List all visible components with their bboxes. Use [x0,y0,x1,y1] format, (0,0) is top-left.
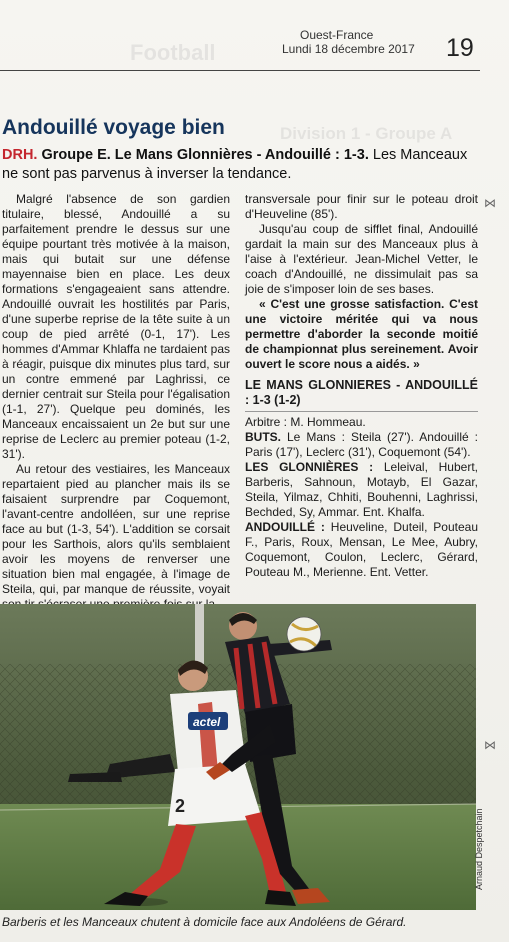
home-lineup-label: LES GLONNIÈRES : [245,460,374,474]
article-lead [2,146,482,184]
page-number: 19 [446,34,474,62]
lead-match: Groupe E. Le Mans Glonnières - Andouillé : 1-3. [41,147,369,163]
summary-divider [245,411,478,412]
body-paragraph-2: Au retour des vestiaires, les Manceaux repartaient pied au plancher mais ils se faisaient surprendre par Coquemont, l'avant-centre andolléen, sur une reprise face au but (1-3, 54'). L'addition se corsait pour les Sarthois, alors qu'ils semblaient avoir les moyens de renverser une situation bien mal engagée, à l'image de Steila, qui, par manque de réussite, voyait [2,462,230,596]
bleed-through-text: Football [130,40,216,65]
away-lineup-label: ANDOUILLÉ : [245,520,325,534]
jersey-sponsor: actel [193,715,221,729]
body-paragraph-4: Jusqu'au coup de sifflet final, Andouillé gardait la main sur des Manceaux plus à l'aise à l'extérieur. Jean-Michel Vetter, le coach d'Andouillé, ne dissimulait pas sa joie de s'imposer loin de ses bases. [245,222,478,296]
photo-credit: Arnaud Despetchain [474,808,484,890]
away-lineup-text: Heuveline, Duteil, Pouteau F., Paris, Roux, Mensan, Le Mee, Aubry, Coquemont, Coulon, Leclerc, Gérard, Pouteau M., Merienne. Ent. Vetter. [245,520,479,579]
issue-date: Lundi 18 décembre 2017 [282,42,415,56]
jersey-number: 2 [175,796,186,816]
fold-mark-bottom: ⋈ [484,738,496,752]
lead-summary: Les Manceaux ne sont pas parvenus à inverser la tendance. [2,147,468,182]
coach-quote: « C'est une grosse satisfaction. C'est une victoire méritée qui va nous permettre d'aborder la seconde moitié de championnat plus sereinement. Avoir ouvert le score nous a aidés. » [245,297,478,371]
header-rule [0,70,480,71]
article-column-right [245,192,478,580]
away-lineup [245,520,478,580]
lead-tag: DRH. [2,147,38,163]
bleed-through-text-right: Division 1 - Groupe A [280,124,453,143]
newspaper-name: Ouest-France [300,28,374,42]
home-lineup [245,460,478,520]
body-paragraph-3: transversale pour finir sur le poteau droit d'Heuveline (85'). [245,192,478,221]
home-lineup-text: Leleival, Hubert, Barberis, Sahnoun, Motayb, El Gazar, Steila, Yilmaz, Chhiti, Bouhenni, Laghrissi, Bechded, Sy, Ammar. Ent. Khalfa. [245,460,478,519]
match-photo [0,604,476,910]
photo-caption: Barberis et les Manceaux chutent à domicile face aux Andoléens de Gérard. [2,915,407,929]
body-paragraph-1: Malgré l'absence de son gardien titulaire, blessé, Andouillé a su parfaitement prendre le dessus sur une équipe pourtant très motivée à la maison, mais qui butait sur une défense mayennaise bien en place. Les deux formations s'engageaient sans attendre. Andouillé ouvrait les hostilités par Paris, d'une superbe reprise de la tête suite à un coup de pied arrêté (0-1, 17'). Les hommes d'Ammar Khlaffa ne tardaient pas à réagir, puisque dix minutes plus tard, sur un contre emmené par Laghrissi, ce dernier centrait sur Steila pour l'égalisation (1-1, 27'). Quelque peu dominés, les Manceaux encaissaient un 2e but sur une reprise de Leclerc au premier poteau (1-2, 31'). [2,192,230,461]
match-photo-illustration [0,604,476,910]
goal-post [195,604,204,664]
fold-mark-top: ⋈ [484,196,496,210]
match-summary-title: LE MANS GLONNIERES - ANDOUILLÉ : 1-3 (1-2) [245,378,478,407]
article-headline: Andouillé voyage bien [2,116,225,139]
article-column-left [2,192,230,612]
football [287,617,321,651]
goals-text: Le Mans : Steila (27'). Andouillé : Paris (17'), Leclerc (31'), Coquemont (54'). [245,430,478,459]
goals-label: BUTS. [245,430,281,444]
referee-line: Arbitre : M. Hommeau. [245,415,366,429]
goals-line [245,430,478,460]
